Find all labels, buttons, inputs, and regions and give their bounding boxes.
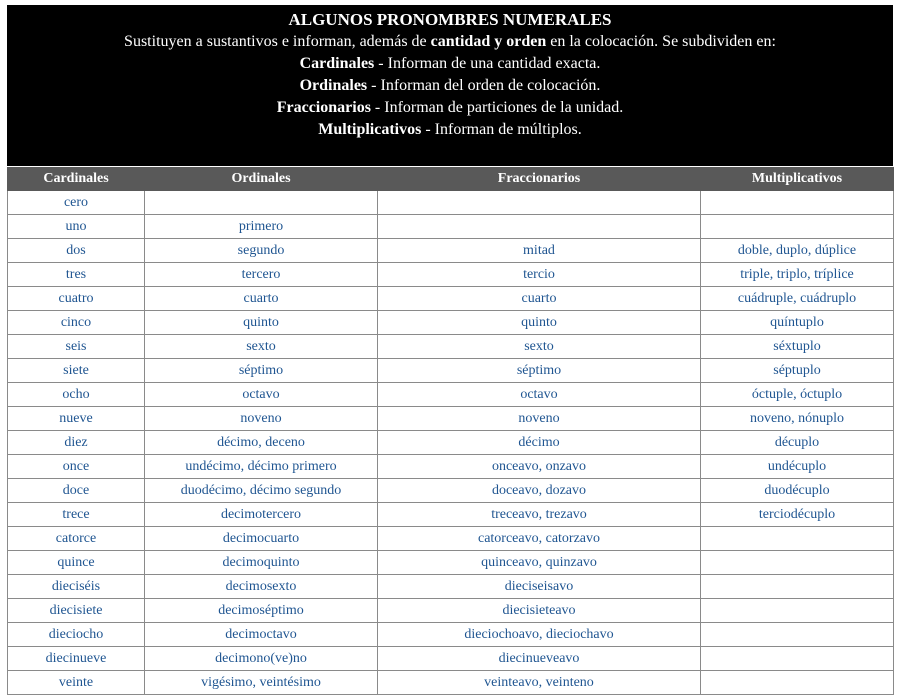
multiplicativo-cell xyxy=(701,215,894,239)
table-row xyxy=(8,551,894,575)
fraccionario-cell: décimo xyxy=(378,431,701,455)
ordinal-cell: vigésimo, veintésimo xyxy=(145,671,378,695)
column-header-multiplicativos: Multiplicativos xyxy=(701,168,894,191)
table-row xyxy=(8,479,894,503)
table-row xyxy=(8,671,894,695)
cardinal-cell: doce xyxy=(8,479,145,503)
multiplicativo-cell: séptuplo xyxy=(701,359,894,383)
table-row xyxy=(8,311,894,335)
table-row xyxy=(8,287,894,311)
numerals-table xyxy=(7,167,894,695)
cardinal-cell: diecisiete xyxy=(8,599,145,623)
multiplicativo-cell xyxy=(701,191,894,215)
cardinal-cell: once xyxy=(8,455,145,479)
ordinal-cell: decimocuarto xyxy=(145,527,378,551)
ordinal-cell: octavo xyxy=(145,383,378,407)
ordinal-cell xyxy=(145,191,378,215)
table-row xyxy=(8,575,894,599)
fraccionario-cell: diecinueveavo xyxy=(378,647,701,671)
fraccionario-cell: veinteavo, veinteno xyxy=(378,671,701,695)
ordinal-cell: segundo xyxy=(145,239,378,263)
table-row xyxy=(8,383,894,407)
cardinal-cell: ocho xyxy=(8,383,145,407)
definition-desc: - Informan de una cantidad exacta. xyxy=(374,55,601,72)
fraccionario-cell: catorceavo, catorzavo xyxy=(378,527,701,551)
fraccionario-cell: mitad xyxy=(378,239,701,263)
table-row xyxy=(8,191,894,215)
ordinal-cell: sexto xyxy=(145,335,378,359)
ordinal-cell: decimono(ve)no xyxy=(145,647,378,671)
table-row xyxy=(8,407,894,431)
intro-text-a: Sustituyen a sustantivos e informan, además de xyxy=(124,33,431,50)
table-row xyxy=(8,335,894,359)
column-header-fraccionarios: Fraccionarios xyxy=(378,168,701,191)
cardinal-cell: dos xyxy=(8,239,145,263)
table-row xyxy=(8,527,894,551)
intro-emphasis: cantidad y orden xyxy=(430,33,547,50)
definition-term: Fraccionarios xyxy=(276,99,371,116)
multiplicativo-cell: undécuplo xyxy=(701,455,894,479)
fraccionario-cell: onceavo, onzavo xyxy=(378,455,701,479)
fraccionario-cell: dieciseisavo xyxy=(378,575,701,599)
intro-line xyxy=(7,31,893,53)
definition-ordinales xyxy=(7,75,893,97)
definition-desc: - Informan de múltiplos. xyxy=(421,121,582,138)
header-panel xyxy=(7,5,893,166)
cardinal-cell: veinte xyxy=(8,671,145,695)
column-header-cardinales: Cardinales xyxy=(8,168,145,191)
ordinal-cell: decimoctavo xyxy=(145,623,378,647)
ordinal-cell: tercero xyxy=(145,263,378,287)
fraccionario-cell: octavo xyxy=(378,383,701,407)
ordinal-cell: séptimo xyxy=(145,359,378,383)
multiplicativo-cell xyxy=(701,623,894,647)
table-header-row xyxy=(8,168,894,191)
fraccionario-cell: séptimo xyxy=(378,359,701,383)
ordinal-cell: decimosexto xyxy=(145,575,378,599)
multiplicativo-cell: óctuple, óctuplo xyxy=(701,383,894,407)
definition-term: Cardinales xyxy=(299,55,375,72)
cardinal-cell: dieciséis xyxy=(8,575,145,599)
cardinal-cell: cero xyxy=(8,191,145,215)
multiplicativo-cell: doble, duplo, dúplice xyxy=(701,239,894,263)
cardinal-cell: cinco xyxy=(8,311,145,335)
fraccionario-cell: cuarto xyxy=(378,287,701,311)
ordinal-cell: cuarto xyxy=(145,287,378,311)
page-title: ALGUNOS PRONOMBRES NUMERALES xyxy=(288,10,612,29)
multiplicativo-cell xyxy=(701,671,894,695)
multiplicativo-cell: séxtuplo xyxy=(701,335,894,359)
ordinal-cell: primero xyxy=(145,215,378,239)
multiplicativo-cell: triple, triplo, tríplice xyxy=(701,263,894,287)
ordinal-cell: quinto xyxy=(145,311,378,335)
multiplicativo-cell: décuplo xyxy=(701,431,894,455)
cardinal-cell: diecinueve xyxy=(8,647,145,671)
fraccionario-cell: sexto xyxy=(378,335,701,359)
intro-text-c: en la colocación. Se subdividen en: xyxy=(546,33,776,50)
fraccionario-cell: tercio xyxy=(378,263,701,287)
cardinal-cell: quince xyxy=(8,551,145,575)
ordinal-cell: decimoquinto xyxy=(145,551,378,575)
fraccionario-cell: treceavo, trezavo xyxy=(378,503,701,527)
multiplicativo-cell xyxy=(701,575,894,599)
definition-desc: - Informan del orden de colocación. xyxy=(367,77,601,94)
definition-cardinales xyxy=(7,53,893,75)
definition-fraccionarios xyxy=(7,97,893,119)
cardinal-cell: seis xyxy=(8,335,145,359)
cardinal-cell: diez xyxy=(8,431,145,455)
definition-term: Multiplicativos xyxy=(318,121,422,138)
table-row xyxy=(8,623,894,647)
fraccionario-cell xyxy=(378,215,701,239)
multiplicativo-cell: duodécuplo xyxy=(701,479,894,503)
table-row xyxy=(8,263,894,287)
multiplicativo-cell: cuádruple, cuádruplo xyxy=(701,287,894,311)
ordinal-cell: noveno xyxy=(145,407,378,431)
ordinal-cell: décimo, deceno xyxy=(145,431,378,455)
fraccionario-cell: noveno xyxy=(378,407,701,431)
table-body xyxy=(8,191,894,695)
column-header-ordinales: Ordinales xyxy=(145,168,378,191)
multiplicativo-cell xyxy=(701,551,894,575)
cardinal-cell: trece xyxy=(8,503,145,527)
definition-multiplicativos xyxy=(7,119,893,141)
ordinal-cell: decimoséptimo xyxy=(145,599,378,623)
table-row xyxy=(8,647,894,671)
multiplicativo-cell: noveno, nónuplo xyxy=(701,407,894,431)
table-row xyxy=(8,431,894,455)
table-row xyxy=(8,239,894,263)
fraccionario-cell: diecisieteavo xyxy=(378,599,701,623)
ordinal-cell: undécimo, décimo primero xyxy=(145,455,378,479)
cardinal-cell: nueve xyxy=(8,407,145,431)
cardinal-cell: uno xyxy=(8,215,145,239)
definition-desc: - Informan de particiones de la unidad. xyxy=(370,99,624,116)
cardinal-cell: catorce xyxy=(8,527,145,551)
fraccionario-cell: doceavo, dozavo xyxy=(378,479,701,503)
table-row xyxy=(8,503,894,527)
fraccionario-cell xyxy=(378,191,701,215)
cardinal-cell: dieciocho xyxy=(8,623,145,647)
multiplicativo-cell xyxy=(701,599,894,623)
multiplicativo-cell xyxy=(701,527,894,551)
fraccionario-cell: quinceavo, quinzavo xyxy=(378,551,701,575)
fraccionario-cell: quinto xyxy=(378,311,701,335)
fraccionario-cell: dieciochoavo, dieciochavo xyxy=(378,623,701,647)
multiplicativo-cell: terciodécuplo xyxy=(701,503,894,527)
table-row xyxy=(8,599,894,623)
multiplicativo-cell xyxy=(701,647,894,671)
ordinal-cell: decimotercero xyxy=(145,503,378,527)
multiplicativo-cell: quíntuplo xyxy=(701,311,894,335)
table-row xyxy=(8,215,894,239)
table-row xyxy=(8,455,894,479)
definition-term: Ordinales xyxy=(299,77,368,94)
cardinal-cell: tres xyxy=(8,263,145,287)
table-row xyxy=(8,359,894,383)
cardinal-cell: siete xyxy=(8,359,145,383)
cardinal-cell: cuatro xyxy=(8,287,145,311)
ordinal-cell: duodécimo, décimo segundo xyxy=(145,479,378,503)
